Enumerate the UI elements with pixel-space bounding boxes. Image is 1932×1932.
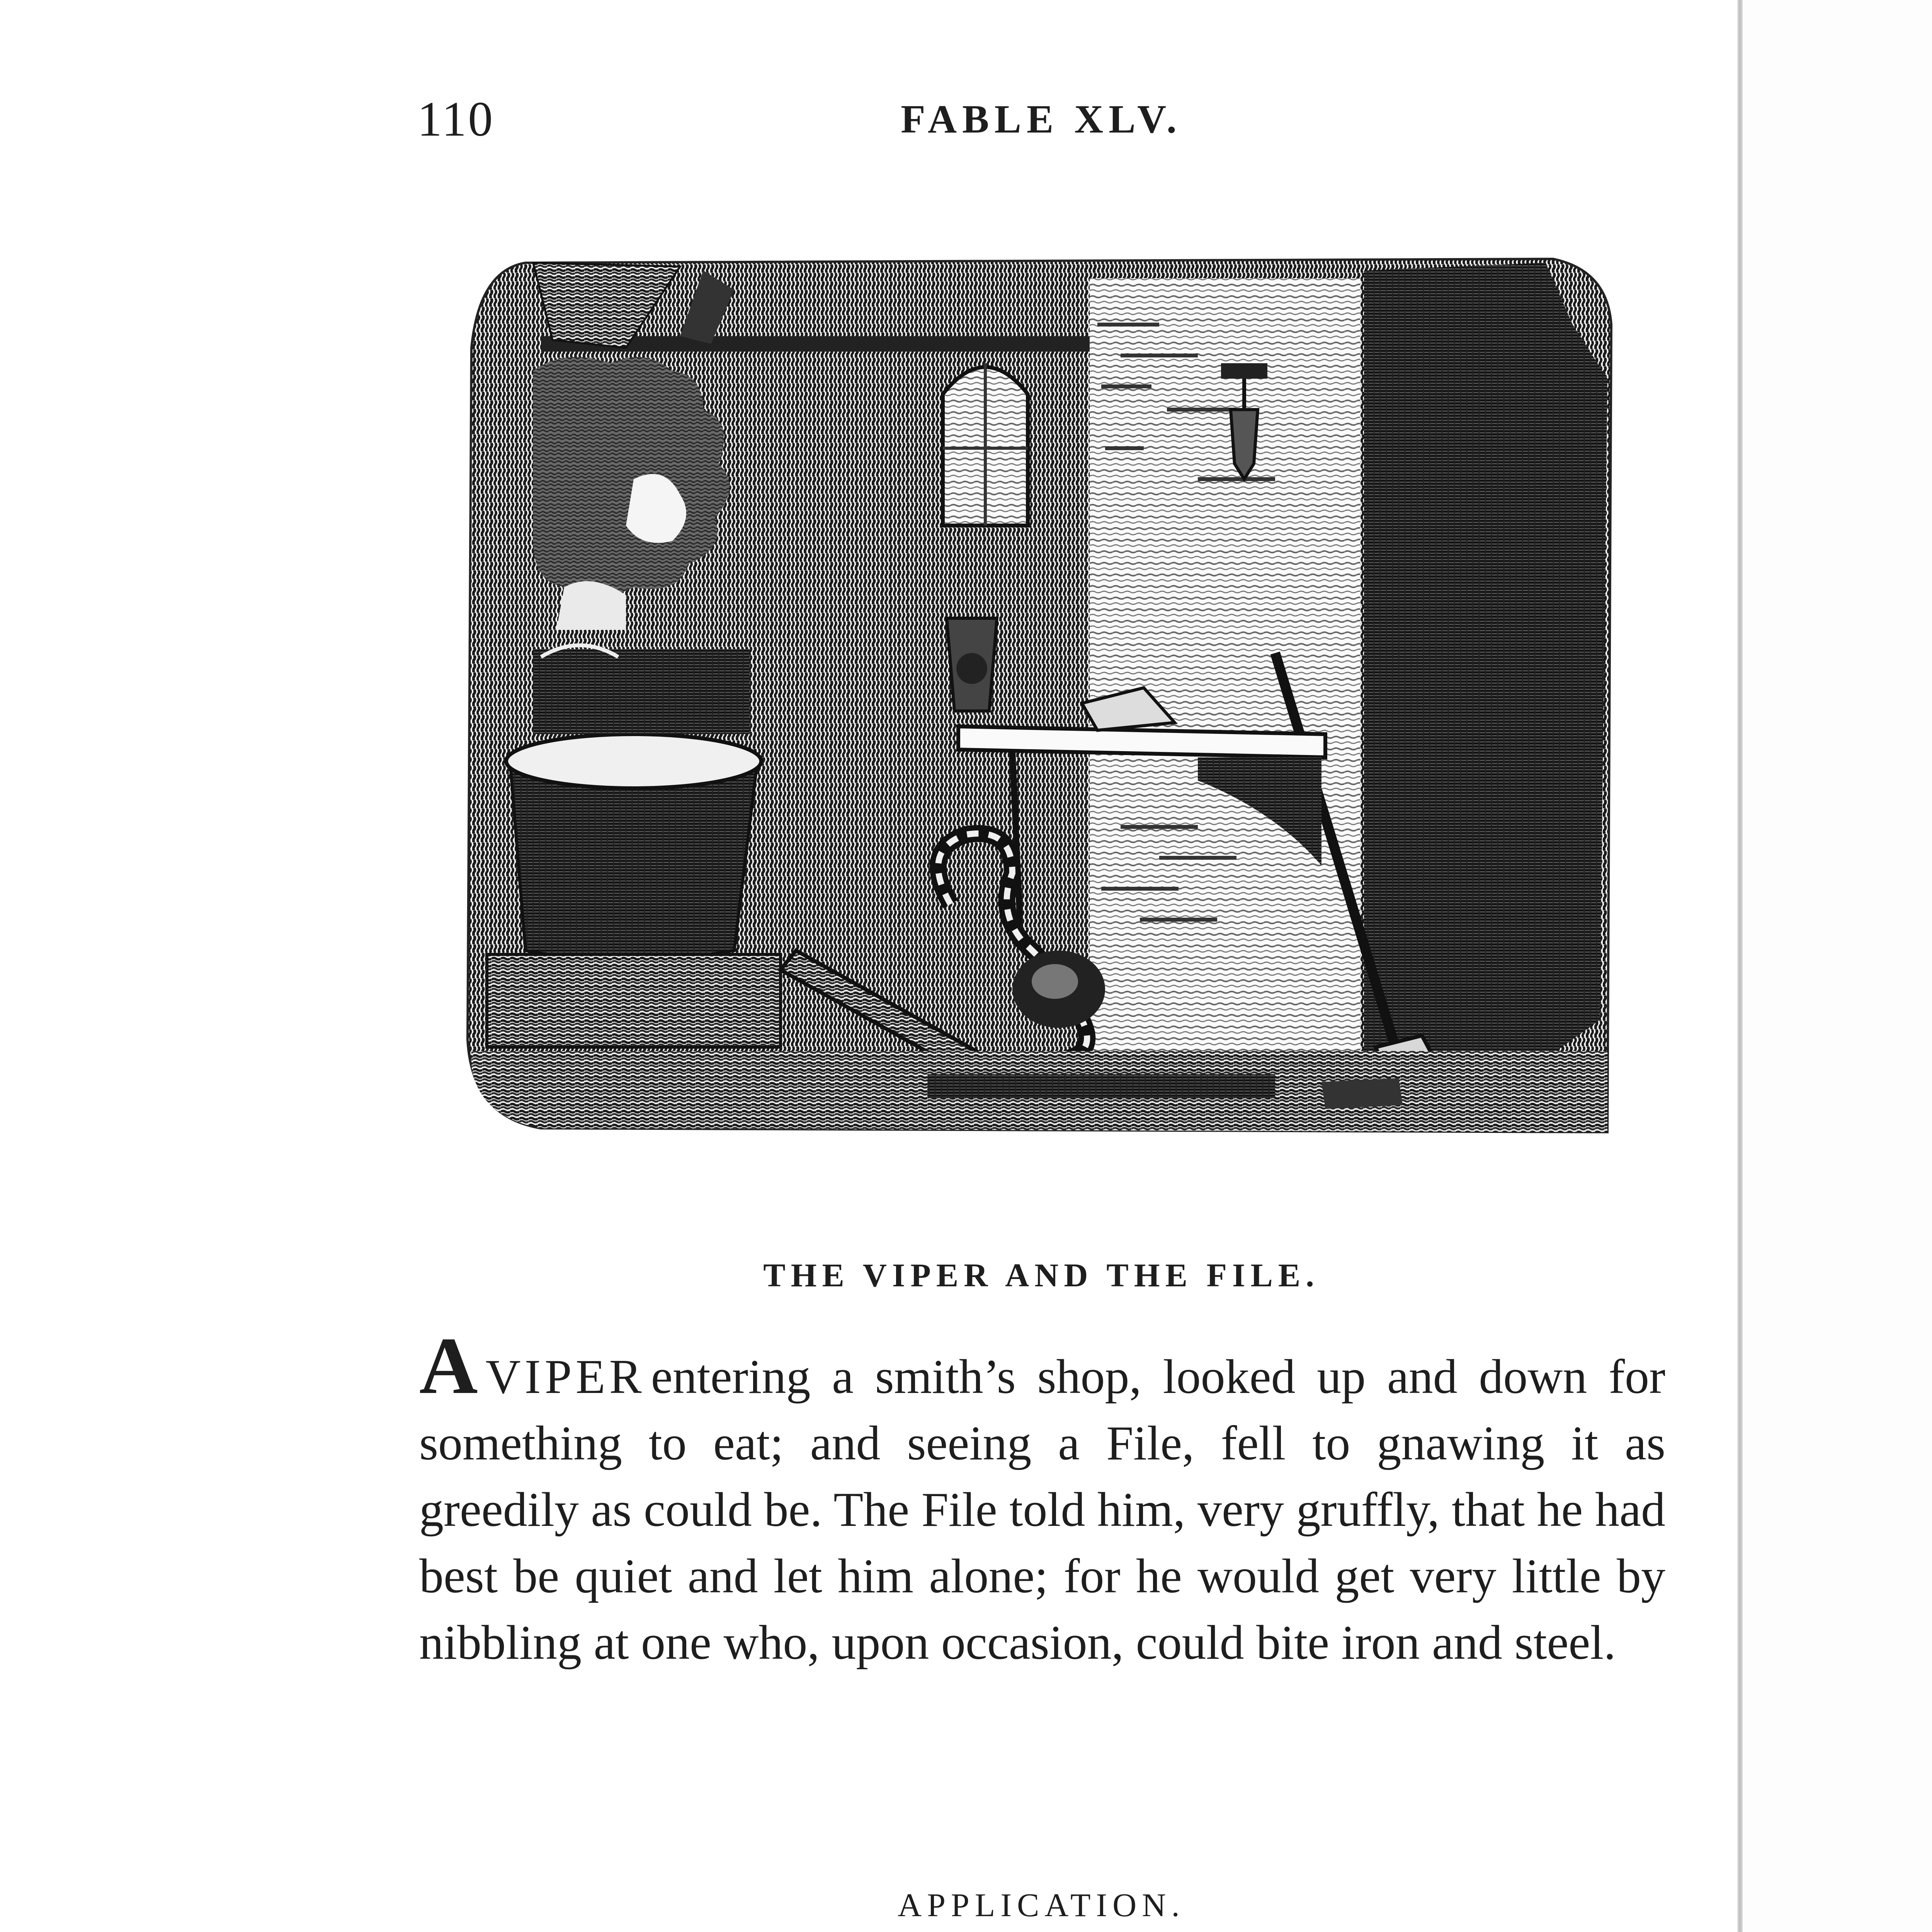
fable-number: FABLE XLV. bbox=[901, 97, 1182, 141]
fable-body-text: entering a smith’s shop, looked up and down for something to eat; and seeing a File, fell to gnawing it as greedily as could be. The File told him, very gruffly, that he had best be quiet and let him alone; for he would get very little by nibbling at one who, upon occasion, could bite iron and steel. bbox=[419, 1350, 1665, 1670]
fable-paragraph bbox=[419, 1321, 1665, 1676]
plate-caption: THE VIPER AND THE FILE. bbox=[763, 1257, 1320, 1294]
application-heading: APPLICATION. bbox=[898, 1886, 1185, 1923]
running-head bbox=[417, 91, 1665, 149]
page-number: 110 bbox=[417, 92, 495, 146]
drop-initial: A bbox=[419, 1321, 478, 1411]
smithy-engraving bbox=[464, 247, 1623, 1148]
small-caps-first-word: VIPER bbox=[485, 1350, 646, 1404]
woodcut-engraving-smithy-icon bbox=[464, 247, 1623, 1148]
page-edge bbox=[1737, 0, 1743, 1932]
page-margin bbox=[1743, 0, 1932, 1932]
